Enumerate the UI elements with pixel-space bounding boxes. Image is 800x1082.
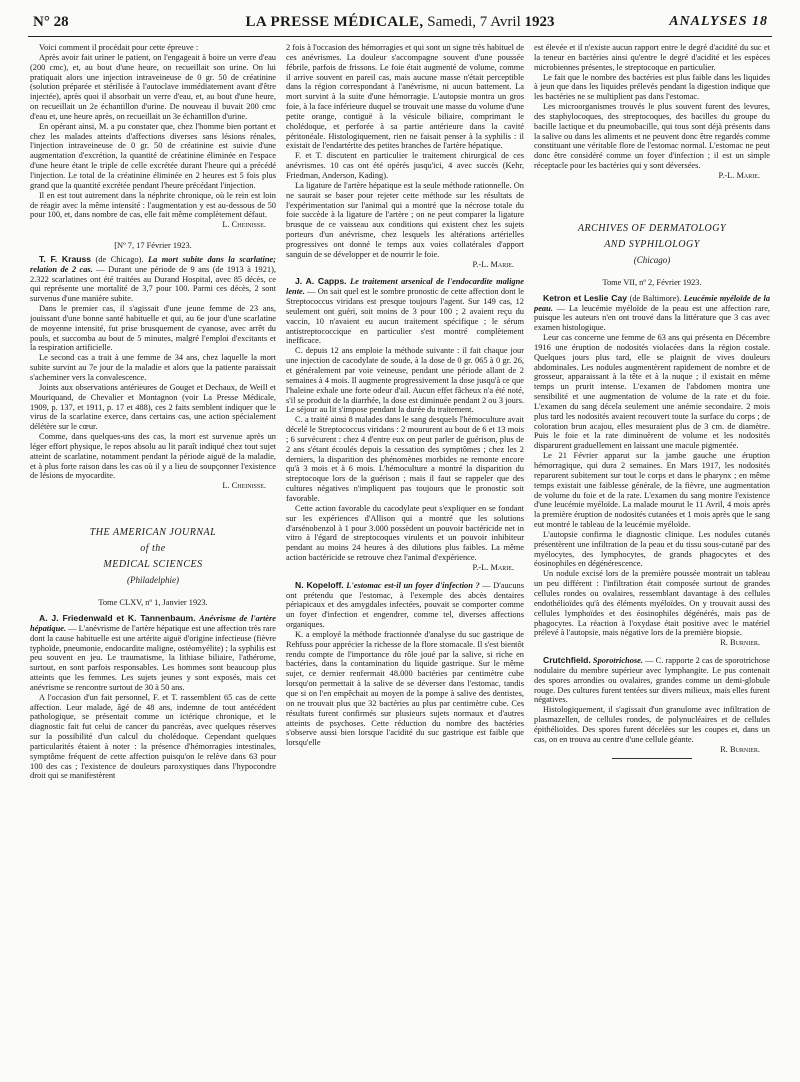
column-right <box>534 43 770 1073</box>
author-signature: R. Burnier. <box>720 638 760 648</box>
volume-reference: Tome VII, nº 2, Février 1923. <box>602 277 702 287</box>
article-author: Crutchfield. <box>543 655 591 666</box>
page-number: N° 28 <box>33 14 69 30</box>
article-title: Anévrisme de l'artère hépatique. <box>30 613 276 633</box>
article-paragraph: J. A. Capps. Le traitement arsenical de l'endocardite maligne lente. — On sait quel est le sombre pronostic de cette affection dont le Streptococcus viridans est presque toujours l'agent. Sur 149 cas, 12 seulement ont guéri, soit moins de 3 pour 100 ; 2 avaient reçu du vaccin, 10 n'avaient eu aucun traitement spécifique ; le sérum antistreptococcique en particulier s'est montré complètement inefficace. <box>286 276 524 346</box>
paragraph: Histologiquement, il s'agissait d'un granulome avec infiltration de plasmazellen, de cellules rondes, de polynucléaires et de cellules épithélioïdes. Des spores furent décelées sur les coupes et, dans un cas, on en trouva au centre d'une cellule géante. <box>534 705 770 744</box>
article-author: Ketron et Leslie Cay <box>543 292 627 303</box>
column-left <box>30 43 276 1073</box>
article-paragraph: Ketron et Leslie Cay (de Baltimore). Leucémie myéloïde de la peau. — La leucémie myéloïde de la peau est une affection rare, puisque les auteurs n'en ont trouvé dans la littérature que 3 cas avec examen histologique. <box>534 292 770 333</box>
paragraph: Cette action favorable du cacodylate peut s'expliquer en se fondant sur les expériences d'Allison qui a montré que les solutions d'arsénobenzol à 1 pour 3.000 possèdent un pouvoir bactéricide net in vitro à l'égard de streptocoques virulents et un pouvoir inhibiteur pendant au moins 24 heures à des dilutions plus faibles. La même action bactéricide se retrouve chez l'animal d'expérience. <box>286 503 524 563</box>
article-author: A. J. Friedenwald et K. Tannenbaum. <box>39 612 196 623</box>
page-header <box>28 12 772 37</box>
article-paragraph: T. F. Krauss (de Chicago). La mort subite dans la scarlatine; relation de 2 cas. — Durant une période de 9 ans (de 1913 à 1921), 2.322 scarlatines ont été traitées au Durand Hospital, avec 85 décès, ce qui représente une mortalité de 3,7 pour 100. Parmi ces décès, 2 sont survenus d'une manière subite. <box>30 253 276 304</box>
article-title: Leucémie myéloïde de la peau. <box>534 293 770 313</box>
paragraph: Le 21 Février apparut sur la jambe gauche une éruption hémorragique, qui dura 2 semaines. En Mars 1917, les nodosités reparurent subitement sur tout le corps et dans le pharynx ; en même temps existait une faiblesse générale, de la fièvre, une augmentation de volume du foie et de la rate. L'examen du sang montre l'existence d'une leucémie myéloïde. La malade mourut le 11 Avril, 4 mois après la première éruption de nodosités cutanées et 1 mois après que le sang eut montré le tableau de la leucémie myéloïde. <box>534 451 770 530</box>
article-title: Le traitement arsenical de l'endocardite maligne lente. <box>286 277 524 297</box>
article-paragraph: A. J. Friedenwald et K. Tannenbaum. Anévrisme de l'artère hépatique. — L'anévrisme de l'artère hépatique est une affection très rare dont la cause habituelle est une artérite aiguë d'origine infectieuse (fièvre typhoïde, pneumonie, endocardite maligne, ostéomyélite) ; la syphilis est peu souvent en jeu. Le traumatisme, la lithiase biliaire, l'athérome, surtout, en sont parfois responsables. Les hommes sont beaucoup plus atteints que les femmes. Les sujets jeunes y sont exposés, mais cet anévrisme se rencontre surtout de 30 à 50 ans. <box>30 612 276 692</box>
author-signature: P.-L. Marie. <box>718 170 760 180</box>
paragraph: Le fait que le nombre des bactéries est plus faible dans les liquides à jeun que dans les liquides prélevés pendant la digestion indique que les bactéries ne se multiplient pas dans l'estomac. <box>534 72 770 102</box>
author-signature: P.-L. Marie. <box>472 562 514 572</box>
paragraph: Comme, dans quelques-uns des cas, la mort est survenue après un léger effort physique, le repos absolu au lit paraît indiqué chez tout sujet atteint de scarlatine, notamment pendant la période aiguë de la maladie, et à plus forte raison dans les cas où il y a lieu de soupçonner l'existence de lésions de myocardite. <box>30 432 276 481</box>
article-author: T. F. Krauss <box>39 253 92 264</box>
paragraph: Leur cas concerne une femme de 63 ans qui présenta en Décembre 1916 une éruption de nodosités violacées dans la région costale. Quelques jours plus tard, elle se plaignit de vives douleurs abdominales. Les nodules augmentèrent rapidement de nombre et de grosseur, apparaissant à la tête et à la nuque ; il existait en même temps un prurit intense. L'examen de l'abdomen montra une sensibilité et une augmentation de volume de la rate et du foie. L'examen du sang décela seulement une anémie secondaire. 2 mois plus tard les nodosités avaient recouvert toute la surface du corps ; de coloration brun acajou, elles mesuraient plus de 3 cm. de diamètre. Puis le foie et la rate diminuèrent de volume et les nodosités disparurent graduellement en laissant une macule pigmentée. <box>534 333 770 451</box>
paragraph: En opérant ainsi, M. a pu constater que, chez l'homme bien portant et chez les malades atteints d'affections diverses sans lésions rénales, l'injection intraveineuse de 0 gr. 50 de créatinine est suivie d'une augmentation d'excrétion, la quantité de créatinine éliminée en l'espace d'une heure étant le triple de celle excrétée durant l'heure qui a précédé l'injection. Le total de la créatinine éliminée en 2 heures est 5 fois plus grand que la quantité excrétée pendant l'heure précédant l'injection. <box>30 121 276 190</box>
journal-name: LA PRESSE MÉDICALE, <box>245 14 424 30</box>
section-label <box>669 14 768 30</box>
paragraph: Joints aux observations antérieures de Gouget et Dechaux, de Weill et Mouriquand, de Chevalier et Montagnon (voir La Presse Médicale, 1909, p. 137, et 1911, p. 17 et 488), ces 2 faits semblent indiquer que le virus de la scarlatine exerce, dans certains cas, une action spécialement délétère sur le cœur. <box>30 382 276 432</box>
column-middle <box>286 43 524 1073</box>
article-title: La mort subite dans la scarlatine; relation de 2 cas. <box>30 254 276 274</box>
author-signature: L. Cheinisse. <box>222 481 266 491</box>
paragraph: A l'occasion d'un fait personnel, F. et T. rassemblent 65 cas de cette affection. Leur malade, âgé de 48 ans, indemne de tout antécédent pathologique, se présentait comme un ictérique chronique, et le diagnostic fait fut celui de cancer du pancréas, avec quelques réserves sur la possibilité d'un calcul du cholédoque. Cependant quelques particularités étaient à noter : la présence d'hémorragies intestinales, symptôme fréquent de cette affection puisqu'on le relève dans 63 pour 100 des cas ; l'existence de douleurs paroxystiques dans l'hypocondre droit qui se manifestèrent <box>30 692 276 781</box>
folio-number: 18 <box>752 14 768 29</box>
paragraph: F. et T. discutent en particulier le traitement chirurgical de ces anévrismes. 10 cas ont été opérés jusqu'ici, 4 avec succès (Kehr, Friedman, Anderson, Kading). <box>286 151 524 180</box>
journal-place: (Philadelphie) <box>127 575 179 586</box>
paragraph: est élevée et il n'existe aucun rapport entre le degré d'acidité du suc et la teneur en bactéries ainsi qu'entre le degré d'acidité et les espèces microbiennes présentes, le streptocoque en particulier. <box>534 43 770 72</box>
journal-place: (Chicago) <box>633 254 671 265</box>
running-title <box>28 14 772 31</box>
author-place: (de Chicago). <box>95 254 144 264</box>
author-signature: P.-L. Marie. <box>472 259 514 269</box>
issue-year: 1923 <box>524 14 555 30</box>
paragraph: Le second cas a trait à une femme de 34 ans, chez laquelle la mort subite survint au 7e jour de la maladie et alors que la patiente paraissait s'acheminer vers la convalescence. <box>30 353 276 382</box>
paragraph: L'autopsie confirma le diagnostic clinique. Les nodules cutanés présentèrent une infiltration de la peau et du tissu sous-cutané par des myélocytes, des lymphocytes, de grands phagocytes et des éosinophiles en dégénérescence. <box>534 529 770 569</box>
end-rule <box>612 758 692 759</box>
section-name: ANALYSES <box>669 14 748 29</box>
paragraph: Un nodule excisé lors de la première poussée montrait un tableau un peu différent : l'infiltration était composée surtout de grandes cellules rondes ou ovalaires, ressemblant davantage à des cellules endothélioïdes qu'à des éléments myéloïdes. On y trouvait aussi des cellules lymphoïdes et des éosinophiles dégénérés, mais pas de phagocytes. La réaction à l'oxydase était positive avec le matériel prélevé à l'autopsie, mais négative lors de la première biopsie. <box>534 569 770 638</box>
paragraph: Il en est tout autrement dans la néphrite chronique, où le rein est loin de réagir avec la même intensité : l'augmentation y est au-dessous de 50 pour 100, et, dans nombre de cas, elle fait même complètement défaut. <box>30 190 276 220</box>
paragraph: La ligature de l'artère hépatique est la seule méthode rationnelle. On ne saurait se baser pour rejeter cette méthode sur les résultats de l'expérimentation sur l'animal qui a montré que la nécrose totale du foie succède à la ligature de l'artère ; on ne peut comparer la ligature brusque de ce vaisseau aux conditions qui existent chez les sujets porteurs d'un anévrisme, chez lesquels les altérations artérielles progressives ont donné le temps aux voies collatérales d'apport sanguin de se développer et de nourrir le foie. <box>286 180 524 259</box>
author-signature: L. Cheinisse. <box>222 220 266 230</box>
issue-date: Samedi, 7 Avril <box>427 14 521 30</box>
author-signature: R. Burnier. <box>720 744 760 754</box>
article-paragraph: N. Kopeloff. L'estomac est-il un foyer d'infection ? — D'aucuns ont prétendu que l'estomac, à l'exemple des abcès dentaires périapicaux et des amygdales infectées, pouvait se comporter comme un foyer d'infection et engendrer, comme tel, diverses affections organiques. <box>286 579 524 630</box>
journal-heading: THE AMERICAN JOURNAL of the MEDICAL SCIENCES <box>89 527 217 571</box>
paragraph: K. a employé la méthode fractionnée d'analyse du suc gastrique de Rehfuss pour apprécier la richesse de la flore stomacale. Il s'est bientôt rendu compte de l'importance du rôle joué par la salive, si riche en bactéries, dans la contamination du liquide gastrique. Sur le même sujet, ce dernier renfermait 48.000 bactéries par centimètre cube lorsqu'on permettait à la salive de se déverser dans l'estomac, tandis que si on l'en empêchait au moyen de la pompe à salive des dentistes, on ne trouvait plus que 32 bactéries au plus par centimètre cube. Ces résultats furent confirmés sur plusieurs sujets normaux et d'autres atteints de psychoses. Cette réduction du nombre des bactéries s'observe aussi bien lorsque l'acidité du suc gastrique est faible que lorsqu'elle <box>286 629 524 748</box>
article-title: Sporotrichose. <box>592 656 643 666</box>
paragraph: C. depuis 12 ans emploie la méthode suivante : il fait chaque jour une injection de cacodylate de soude, à la dose de 0 gr. 065 à 0 gr. 26, et généralement par voie veineuse, pendant une période allant de 2 semaines à 4 mois. Il augmente progressivement la dose jusqu'à ce que l'haleine exhale une forte odeur d'ail. Aucun effet fâcheux n'a été noté, s'il se produit de la diarrhée, la dose est diminuée pendant 2 ou 3 jours. Le séjour au lit s'impose pendant la durée du traitement. <box>286 346 524 415</box>
article-title: L'estomac est-il un foyer d'infection ? <box>346 580 480 590</box>
article-paragraph: Crutchfield. Sporotrichose. — C. rapporte 2 cas de sporotrichose nodulaire du membre supérieur avec lymphangite. Le pus contenait des spores arrondies ou ovalaires, grandes comme un demi-globule rouge. Des cultures furent tentées sur divers milieux, mais elles furent négatives. <box>534 655 770 705</box>
volume-reference: Tome CLXV, nº 1, Janvier 1923. <box>98 598 208 608</box>
journal-heading: ARCHIVES OF DERMATOLOGY AND SYPHILOLOGY <box>577 222 727 250</box>
article-author: J. A. Capps. <box>295 276 347 287</box>
issue-reference: [Nº 7, 17 Février 1923. <box>114 241 192 251</box>
author-place: (de Baltimore). <box>629 293 682 303</box>
paragraph: C. a traité ainsi 8 malades dans le sang desquels l'hémoculture avait décelé le Streptococcus viridans : 2 moururent au bout de 6 et 13 mois ; 6 survécurent : chez 4 d'entre eux on peut parler de guérison, plus de 2 ans s'étant écoulés depuis la cessation des symptômes ; chez les 2 derniers, la disparition des phénomènes morbides ne remonte encore qu'à 3 mois et à 6 mois. L'hémoculture a montré la disparition du streptocoque lors de la guérison ; mais il faut se rappeler que des cultures négatives n'impliquent pas toujours que le pronostic soit favorable. <box>286 415 524 503</box>
paragraph: Dans le premier cas, il s'agissait d'une jeune femme de 23 ans, jouissant d'une bonne santé habituelle et qui, au 6e jour d'une scarlatine de moyenne intensité, fut prise brusquement de cyanose, avec arrêt du pouls, et succomba au bout de 5 minutes, malgré l'emploi d'excitants et la respiration artificielle. <box>30 304 276 353</box>
paragraph: Les microorganismes trouvés le plus souvent furent des levures, des staphylocoques, des streptocoques, des bacilles du groupe du bacille lactique et du pneumobacille, qui tous sont déjà présents dans la salive ou dans les aliments et ne peuvent donc être regardés comme constituant une véritable flore de l'estomac normal. L'estomac ne peut donc être considéré comme un foyer d'infection ; il est un simple réceptacle pour les bactéries qui y sont déversées. <box>534 102 770 171</box>
paragraph: Voici comment il procédait pour cette épreuve : <box>39 43 199 52</box>
article-author: N. Kopeloff. <box>295 579 344 590</box>
paragraph: 2 fois à l'occasion des hémorragies et qui sont un signe très habituel de ces anévrismes. La douleur s'accompagne souvent d'une poussée fébrile, parfois de frissons. Le foie était augmenté de volume, comme il arrive souvent en pareil cas, mais aucune masse n'était perceptible dans la région correspondant à l'anévrisme, ni aucun battement. La mort survint à la suite d'une hémorragie. L'autopsie montra un gros foie, à la face inférieure duquel se trouvait une masse du volume d'une petite orange, contiguë à la vésicule biliaire, comprimant le cholédoque, et perforée à sa partie antérieure dans la cavité péritonéale. Histologiquement, rien ne faisait penser à la syphilis : il existait de l'endartérite des petites branches de l'artère hépatique. <box>286 43 524 151</box>
paragraph: Après avoir fait uriner le patient, on l'engageait à boire un verre d'eau (200 cmc), et, au bout d'une heure, on recueillait son urine. On lui pratiquait alors une injection intraveineuse de 0 gr. 50 de créatinine (solution préparée et stérilisée à l'autoclave immédiatement avant d'être injectée), après quoi il absorbait un verre d'eau, et, au bout d'une heure, on recueillait un 2e échantillon d'urine. De nouveau il buvait 200 cmc d'eau et, une heure après, on recueillait un 3e échantillon d'urine. <box>30 52 276 121</box>
